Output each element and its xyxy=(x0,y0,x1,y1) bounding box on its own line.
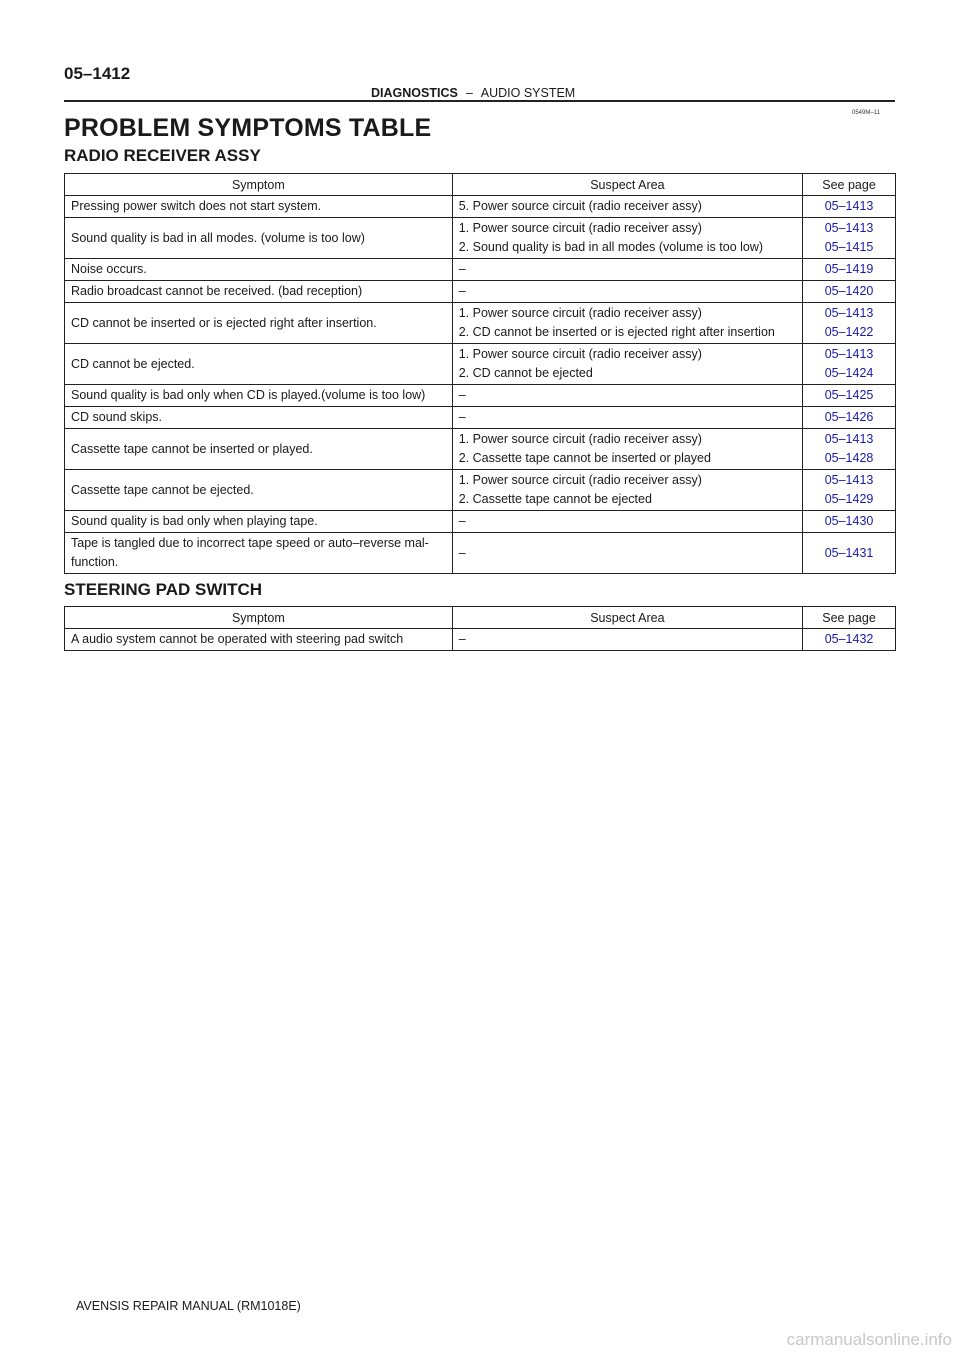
symptom-cell xyxy=(65,533,453,574)
suspect-area-cell xyxy=(452,344,802,385)
symptom-cell xyxy=(65,281,453,303)
suspect-area-item: 2. Cassette tape cannot be inserted or played xyxy=(458,451,711,465)
table-row xyxy=(65,196,896,218)
page-reference-link[interactable]: 05–1413 xyxy=(824,473,874,487)
see-page-cell xyxy=(803,511,896,533)
see-page-cell xyxy=(803,629,896,651)
suspect-area-item: 1. Power source circuit (radio receiver assy) xyxy=(458,306,702,320)
table-row xyxy=(65,511,896,533)
see-page-cell xyxy=(803,385,896,407)
suspect-area-cell xyxy=(452,259,802,281)
table-row xyxy=(65,533,896,574)
section-label: DIAGNOSTICS xyxy=(371,86,458,100)
symptom-cell xyxy=(65,629,453,651)
steering-symptoms-table xyxy=(64,606,896,651)
symptom-text: Pressing power switch does not start system. xyxy=(71,199,322,213)
symptom-cell xyxy=(65,303,453,344)
table-row xyxy=(65,218,896,259)
see-page-cell xyxy=(803,218,896,259)
col-header-symptom: Symptom xyxy=(65,174,453,196)
symptom-cell xyxy=(65,344,453,385)
page-reference-link[interactable]: 05–1413 xyxy=(824,221,874,235)
see-page-cell xyxy=(803,259,896,281)
page-reference-link[interactable]: 05–1415 xyxy=(824,240,874,254)
symptom-text: Cassette tape cannot be ejected. xyxy=(71,482,254,497)
page-reference-link[interactable]: 05–1426 xyxy=(824,410,874,424)
suspect-area-item: 1. Power source circuit (radio receiver assy) xyxy=(458,432,702,446)
suspect-area-item: – xyxy=(458,284,466,298)
see-page-cell xyxy=(803,281,896,303)
see-page-cell xyxy=(803,533,896,574)
steering-section-heading: STEERING PAD SWITCH xyxy=(64,580,263,599)
page-reference-link[interactable]: 05–1425 xyxy=(824,388,874,402)
suspect-area-item: – xyxy=(458,262,466,276)
table-row xyxy=(65,281,896,303)
header-separator: – xyxy=(465,86,473,100)
table-row xyxy=(65,429,896,470)
suspect-area-cell xyxy=(452,303,802,344)
table-row xyxy=(65,303,896,344)
footer-manual-label: AVENSIS REPAIR MANUAL (RM1018E) xyxy=(76,1299,301,1313)
col-header-suspect: Suspect Area xyxy=(452,607,802,629)
suspect-area-cell xyxy=(452,218,802,259)
symptom-text: CD cannot be ejected. xyxy=(71,356,195,371)
symptom-text: Noise occurs. xyxy=(71,262,147,276)
see-page-cell xyxy=(803,429,896,470)
page-reference-link[interactable]: 05–1422 xyxy=(824,325,874,339)
radio-section-heading: RADIO RECEIVER ASSY xyxy=(64,146,261,165)
page-reference-link[interactable]: 05–1420 xyxy=(824,284,874,298)
suspect-area-item: 2. CD cannot be ejected xyxy=(458,366,593,380)
symptom-text: Sound quality is bad in all modes. (volume is too low) xyxy=(71,230,365,245)
see-page-cell xyxy=(803,344,896,385)
symptom-cell xyxy=(65,470,453,511)
table-row xyxy=(65,629,896,651)
see-page-cell xyxy=(803,470,896,511)
page-reference-link[interactable]: 05–1432 xyxy=(824,632,874,646)
symptom-text: function. xyxy=(71,555,119,569)
suspect-area-item: – xyxy=(458,410,466,424)
symptom-text: Sound quality is bad only when playing tape. xyxy=(71,514,318,528)
document-code: 0549M–11 xyxy=(852,110,880,116)
symptom-text: A audio system cannot be operated with steering pad switch xyxy=(71,632,404,646)
suspect-area-item: – xyxy=(458,632,466,646)
suspect-area-cell xyxy=(452,629,802,651)
page-title: PROBLEM SYMPTOMS TABLE xyxy=(64,114,432,142)
symptom-text: Radio broadcast cannot be received. (bad reception) xyxy=(71,284,363,298)
symptom-cell xyxy=(65,218,453,259)
see-page-cell xyxy=(803,303,896,344)
subsection-label: AUDIO SYSTEM xyxy=(480,86,576,100)
symptom-cell xyxy=(65,385,453,407)
symptom-text: CD sound skips. xyxy=(71,410,163,424)
col-header-page: See page xyxy=(803,174,896,196)
suspect-area-item: 2. Cassette tape cannot be ejected xyxy=(458,492,652,506)
symptom-text: CD cannot be inserted or is ejected right after insertion. xyxy=(71,315,377,330)
suspect-area-cell xyxy=(452,470,802,511)
page-reference-link[interactable]: 05–1413 xyxy=(824,347,874,361)
suspect-area-item: – xyxy=(458,388,466,402)
suspect-area-cell xyxy=(452,533,802,574)
symptom-cell xyxy=(65,407,453,429)
suspect-area-cell xyxy=(452,385,802,407)
running-header xyxy=(371,86,575,100)
page-reference-link[interactable]: 05–1413 xyxy=(824,306,874,320)
see-page-cell xyxy=(803,407,896,429)
suspect-area-cell xyxy=(452,429,802,470)
table-row xyxy=(65,407,896,429)
suspect-area-item: 1. Power source circuit (radio receiver assy) xyxy=(458,473,702,487)
table-row xyxy=(65,385,896,407)
page-reference-link[interactable]: 05–1431 xyxy=(824,545,874,560)
page-number: 05–1412 xyxy=(64,64,131,83)
symptom-cell xyxy=(65,511,453,533)
suspect-area-cell xyxy=(452,511,802,533)
page-reference-link[interactable]: 05–1429 xyxy=(824,492,874,506)
see-page-cell xyxy=(803,196,896,218)
suspect-area-cell xyxy=(452,281,802,303)
suspect-area-cell xyxy=(452,407,802,429)
table-row xyxy=(65,344,896,385)
suspect-area-item: – xyxy=(458,514,466,528)
symptom-text: Cassette tape cannot be inserted or played. xyxy=(71,441,313,456)
suspect-area-item: 5. Power source circuit (radio receiver assy) xyxy=(458,199,702,213)
symptom-cell xyxy=(65,429,453,470)
table-row xyxy=(65,259,896,281)
symptom-text: Sound quality is bad only when CD is played.(volume is too low) xyxy=(71,388,426,402)
page-reference-link[interactable]: 05–1419 xyxy=(824,262,874,276)
page-reference-link[interactable]: 05–1424 xyxy=(824,366,874,380)
symptom-cell xyxy=(65,259,453,281)
page-reference-link[interactable]: 05–1413 xyxy=(824,199,874,213)
col-header-page: See page xyxy=(803,607,896,629)
col-header-suspect: Suspect Area xyxy=(452,174,802,196)
suspect-area-item: 1. Power source circuit (radio receiver assy) xyxy=(458,221,702,235)
symptom-text: Tape is tangled due to incorrect tape speed or auto–reverse mal- xyxy=(71,536,429,550)
page-reference-link[interactable]: 05–1413 xyxy=(824,432,874,446)
page-reference-link[interactable]: 05–1428 xyxy=(824,451,874,465)
watermark: carmanualsonline.info xyxy=(786,1330,952,1349)
suspect-area-item: – xyxy=(458,545,466,560)
suspect-area-item: 1. Power source circuit (radio receiver assy) xyxy=(458,347,702,361)
radio-symptoms-table xyxy=(64,173,896,574)
suspect-area-item: 2. Sound quality is bad in all modes (volume is too low) xyxy=(458,240,764,254)
suspect-area-cell xyxy=(452,196,802,218)
symptom-cell xyxy=(65,196,453,218)
page-reference-link[interactable]: 05–1430 xyxy=(824,514,874,528)
col-header-symptom: Symptom xyxy=(65,607,453,629)
suspect-area-item: 2. CD cannot be inserted or is ejected right after insertion xyxy=(458,325,775,339)
table-row xyxy=(65,470,896,511)
header-rule xyxy=(64,100,895,102)
